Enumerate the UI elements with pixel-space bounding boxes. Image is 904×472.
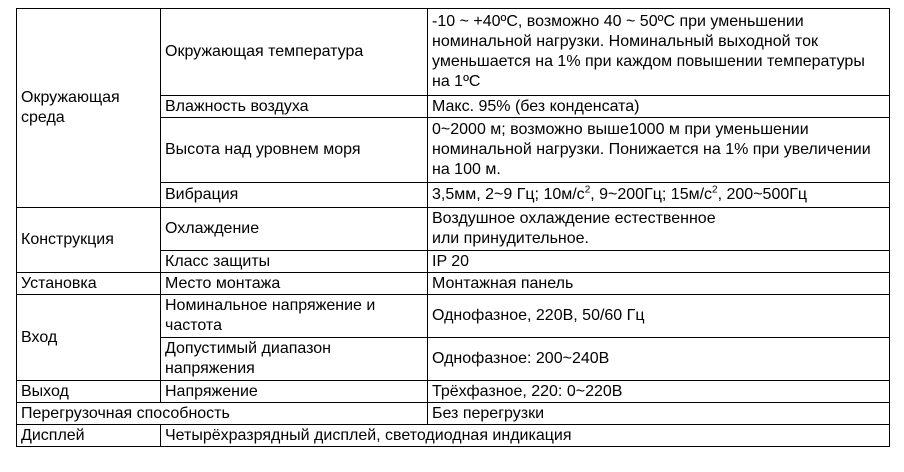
category-output: Выход — [17, 381, 161, 403]
specifications-table — [16, 8, 890, 447]
vibration-text-2: , 9~200Гц; 15м/с — [590, 186, 713, 203]
param-nominal-voltage: Номинальное напряжение и частота — [161, 295, 428, 338]
value-output-voltage: Трёхфазное, 220: 0~220В — [428, 381, 890, 403]
table-row — [17, 9, 890, 96]
category-overload: Перегрузочная способность — [17, 403, 428, 425]
value-cooling — [428, 208, 890, 251]
vibration-sup-1: 2 — [584, 184, 591, 196]
param-mounting: Место монтажа — [161, 273, 428, 295]
param-protection: Класс защиты — [161, 251, 428, 273]
table-row — [17, 403, 890, 425]
value-protection: IP 20 — [428, 251, 890, 273]
cooling-line-2: или принудительное. — [432, 230, 589, 247]
value-altitude: 0~2000 м; возможно выше1000 м при уменьшении номинальной нагрузки. Понижается на 1% при увеличении на 100 м. — [428, 118, 890, 183]
table-row — [17, 273, 890, 295]
value-voltage-range: Однофазное: 200~240В — [428, 338, 890, 381]
param-cooling: Охлаждение — [161, 208, 428, 251]
param-vibration: Вибрация — [161, 183, 428, 208]
param-temperature: Окружающая температура — [161, 9, 428, 96]
cooling-line-1: Воздушное охлаждение естественное — [432, 210, 716, 227]
category-environment: Окружающая среда — [17, 9, 161, 208]
category-display: Дисплей — [17, 425, 161, 447]
category-input: Вход — [17, 295, 161, 381]
category-construction: Конструкция — [17, 208, 161, 273]
table-row — [17, 295, 890, 338]
value-nominal-voltage: Однофазное, 220В, 50/60 Гц — [428, 295, 890, 338]
param-altitude: Высота над уровнем моря — [161, 118, 428, 183]
value-vibration — [428, 183, 890, 208]
param-voltage-range: Допустимый диапазон напряжения — [161, 338, 428, 381]
vibration-text-1: 3,5мм, 2~9 Гц; 10м/с — [432, 186, 585, 203]
param-humidity: Влажность воздуха — [161, 96, 428, 118]
value-temperature: -10 ~ +40ºС, возможно 40 ~ 50ºС при уменьшении номинальной нагрузки. Номинальный выходной ток уменьшается на 1% при каждом повышении температуры на 1ºС — [428, 9, 890, 96]
value-humidity: Макс. 95% (без конденсата) — [428, 96, 890, 118]
value-display: Четырёхразрядный дисплей, светодиодная индикация — [161, 425, 890, 447]
param-output-voltage: Напряжение — [161, 381, 428, 403]
category-installation: Установка — [17, 273, 161, 295]
table-row — [17, 425, 890, 447]
value-overload: Без перегрузки — [428, 403, 890, 425]
table-row — [17, 381, 890, 403]
vibration-sup-2: 2 — [712, 184, 718, 196]
value-mounting: Монтажная панель — [428, 273, 890, 295]
vibration-text-3: , 200~500Гц — [717, 186, 808, 203]
table-row — [17, 208, 890, 251]
